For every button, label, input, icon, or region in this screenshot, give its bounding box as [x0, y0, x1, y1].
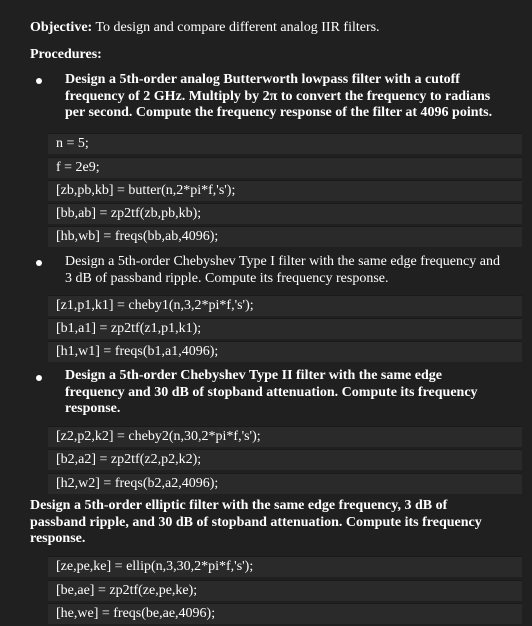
bullet-2	[36, 260, 42, 266]
code-line-bg	[48, 133, 522, 154]
objective-label: Objective:	[30, 20, 93, 35]
step-1-text: Design a 5th-order analog Butterworth lowpass filter with a cutoff frequency of 2 GHz. Multiply by 2π to convert the frequency to radians per second. Compute the frequency response of the filter at 4096 points.	[65, 72, 493, 120]
code-line: [ze,pe,ke] = ellip(n,3,30,2*pi*f,'s');	[56, 559, 254, 574]
code-line: [z1,p1,k1] = cheby1(n,3,2*pi*f,'s');	[56, 298, 254, 313]
step-3-text: Design a 5th-order Chebyshev Type II filter with the same edge frequency and 30 dB of stopband attenuation. Compute its frequency response.	[65, 368, 478, 416]
objective-line	[30, 19, 380, 36]
step-4-text: Design a 5th-order elliptic filter with the same edge frequency, 3 dB of passband ripple, and 30 dB of stopband attenuation. Compute its frequency response.	[30, 498, 482, 546]
code-line: f = 2e9;	[56, 160, 100, 175]
code-line: [z2,p2,k2] = cheby2(n,30,2*pi*f,'s');	[56, 429, 261, 444]
code-line: [be,ae] = zp2tf(ze,pe,ke);	[56, 583, 198, 598]
code-line: [h1,w1] = freqs(b1,a1,4096);	[56, 344, 219, 359]
code-line: n = 5;	[56, 136, 89, 151]
code-line: [zb,pb,kb] = butter(n,2*pi*f,'s');	[56, 183, 236, 198]
code-line: [hb,wb] = freqs(bb,ab,4096);	[56, 229, 219, 244]
code-line: [h2,w2] = freqs(b2,a2,4096);	[56, 476, 219, 491]
step-2-text: Design a 5th-order Chebyshev Type I filter with the same edge frequency and 3 dB of passband ripple. Compute its frequency response.	[65, 254, 500, 286]
code-line: [he,we] = freqs(be,ae,4096);	[56, 606, 216, 621]
objective-text: To design and compare different analog IIR filters.	[92, 20, 380, 35]
code-line-bg	[48, 157, 522, 178]
code-line: [b1,a1] = zp2tf(z1,p1,k1);	[56, 321, 202, 336]
bullet-3	[36, 375, 42, 381]
bullet-1	[36, 78, 42, 84]
procedures-heading: Procedures:	[30, 47, 102, 62]
code-line: [b2,a2] = zp2tf(z2,p2,k2);	[56, 452, 202, 467]
code-line: [bb,ab] = zp2tf(zb,pb,kb);	[56, 206, 202, 221]
